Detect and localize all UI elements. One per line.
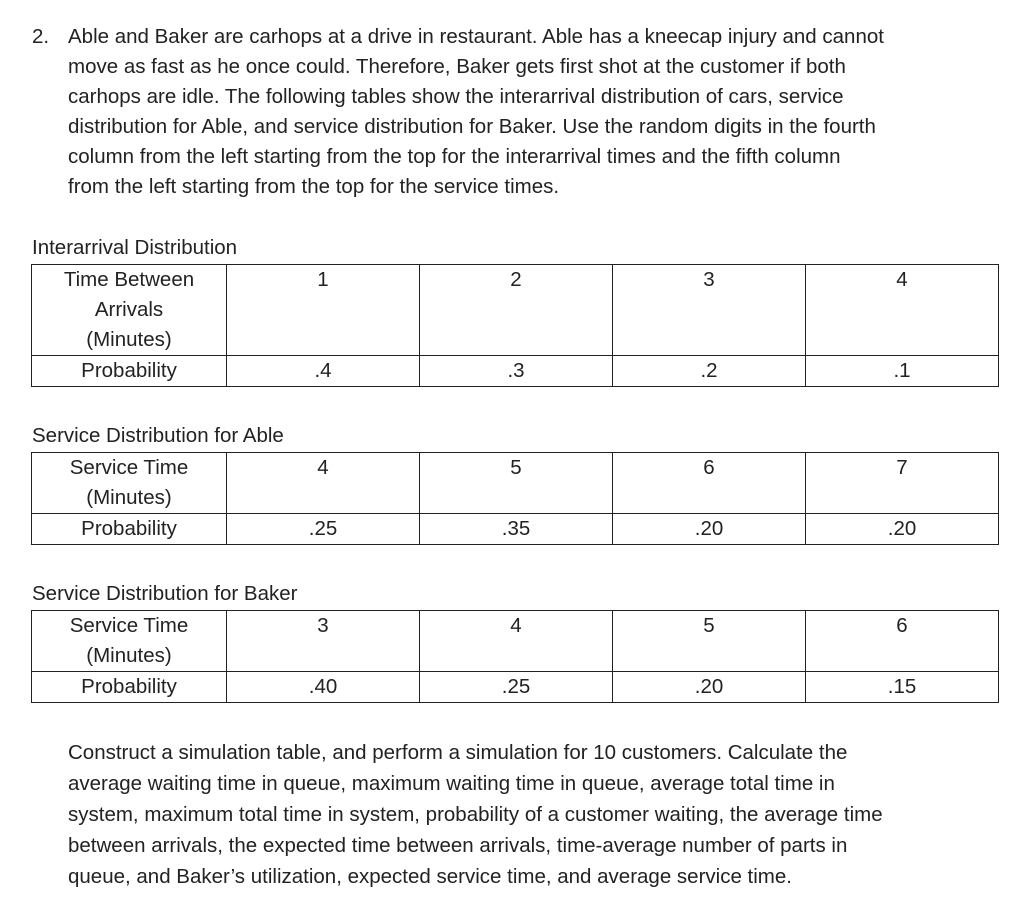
- baker-caption: Service Distribution for Baker: [32, 582, 298, 605]
- table-cell: 4: [806, 265, 999, 356]
- label-line: (Minutes): [86, 328, 172, 351]
- instruction-line: system, maximum total time in system, probability of a customer waiting, the average time: [68, 803, 883, 826]
- interarrival-table: [31, 264, 999, 387]
- table-cell: .4: [227, 356, 420, 387]
- able-table: [31, 452, 999, 545]
- interarrival-caption: Interarrival Distribution: [32, 236, 238, 259]
- problem-line: move as fast as he once could. Therefore, Baker gets first shot at the customer if both: [68, 55, 846, 78]
- table-cell: .40: [227, 672, 420, 703]
- table-cell: 3: [613, 265, 806, 356]
- able-caption: Service Distribution for Able: [32, 424, 284, 447]
- table-cell: .1: [806, 356, 999, 387]
- row-label: Probability: [32, 672, 227, 703]
- label-line: Arrivals: [94, 298, 164, 321]
- table-row: [32, 672, 999, 703]
- instruction-line: Construct a simulation table, and perform a simulation for 10 customers. Calculate the: [68, 741, 848, 764]
- label-line: (Minutes): [86, 486, 172, 509]
- table-cell: 5: [420, 453, 613, 514]
- row-label: [32, 611, 227, 672]
- table-row: [32, 453, 999, 514]
- problem-text: Able and Baker are carhops at a drive in restaurant. Able has a kneecap injury and cannot: [68, 25, 884, 48]
- table-cell: 6: [806, 611, 999, 672]
- table-cell: .25: [420, 672, 613, 703]
- table-cell: .20: [613, 514, 806, 545]
- table-cell: .3: [420, 356, 613, 387]
- table-cell: 5: [613, 611, 806, 672]
- table-cell: 4: [227, 453, 420, 514]
- table-cell: .25: [227, 514, 420, 545]
- problem-statement: [32, 22, 992, 202]
- instruction-line: average waiting time in queue, maximum waiting time in queue, average total time in: [68, 772, 835, 795]
- table-cell: .20: [806, 514, 999, 545]
- table-cell: .2: [613, 356, 806, 387]
- label-line: (Minutes): [86, 644, 172, 667]
- label-line: Service Time: [69, 614, 189, 637]
- problem-line: [32, 22, 992, 52]
- table-cell: .35: [420, 514, 613, 545]
- table-cell: 4: [420, 611, 613, 672]
- table-cell: 3: [227, 611, 420, 672]
- table-cell: 1: [227, 265, 420, 356]
- table-row: [32, 265, 999, 356]
- problem-line: column from the left starting from the top for the interarrival times and the fifth column: [68, 145, 841, 168]
- row-label: [32, 453, 227, 514]
- table-row: [32, 514, 999, 545]
- problem-line: from the left starting from the top for the service times.: [68, 175, 560, 198]
- instruction-line: between arrivals, the expected time between arrivals, time-average number of parts in: [68, 834, 848, 857]
- table-cell: .20: [613, 672, 806, 703]
- label-line: Time Between: [63, 268, 195, 291]
- table-cell: 6: [613, 453, 806, 514]
- problem-line: distribution for Able, and service distribution for Baker. Use the random digits in the fourth: [68, 115, 876, 138]
- table-cell: .15: [806, 672, 999, 703]
- row-label: Probability: [32, 356, 227, 387]
- problem-number: 2.: [32, 25, 50, 48]
- instruction-line: queue, and Baker’s utilization, expected service time, and average service time.: [68, 865, 792, 888]
- table-row: [32, 356, 999, 387]
- instructions-paragraph: [68, 737, 998, 892]
- table-cell: 7: [806, 453, 999, 514]
- table-cell: 2: [420, 265, 613, 356]
- label-line: Service Time: [69, 456, 189, 479]
- table-row: [32, 611, 999, 672]
- row-label: Probability: [32, 514, 227, 545]
- row-label: [32, 265, 227, 356]
- baker-table: [31, 610, 999, 703]
- problem-line: carhops are idle. The following tables show the interarrival distribution of cars, service: [68, 85, 844, 108]
